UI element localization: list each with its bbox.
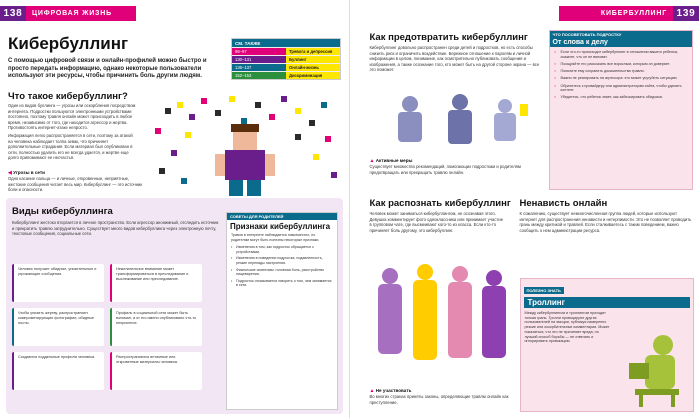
threat-note-title: Угрозы в сети bbox=[13, 170, 45, 175]
trolling-box bbox=[520, 278, 694, 412]
prevent-text: Кибербуллинг довольно распространен среди детей и подростков, но есть способы снизить риск и ограничить воздействие. Бережное отношение к паролям и личной информации в целом, понимание, как осмотрительно публиковать сообщения и изображения, а также осознание того, кто может быть на другой стороне экрана — все это поможет. bbox=[369, 45, 540, 73]
see-also-pages: 152–153 bbox=[232, 72, 286, 79]
advice-list bbox=[550, 47, 692, 106]
advice-title: От слова к делу bbox=[550, 38, 692, 47]
right-header bbox=[559, 6, 699, 21]
recognize-text: Человек может заниматься кибербуллингом, не осознавая этого. Девушка комментирует фото одноклассника или принимает участие в групповом чате, где высмеивают кого-то из класса. Если кто-то причиняет боль другому, это кибербуллинг. bbox=[369, 211, 504, 233]
what-is-paragraph-2: Информация легко распространяется в сети, поэтому за атакой на человека наблюдает толпа зевак, что причиняет дополнительные страдания. Если материал был опубликован в сети, полностью удалить его не всегда удается, и жертве еще долго припоминают ее несчастья. bbox=[8, 133, 133, 161]
triangle-icon: ▲ bbox=[369, 158, 375, 164]
see-also-label: Тревога и депрессия bbox=[286, 48, 340, 55]
prevent-caption bbox=[370, 158, 540, 175]
right-section-title: КИБЕРБУЛЛИНГ bbox=[600, 10, 667, 17]
recognize-title: Как распознать кибербуллинг bbox=[369, 198, 511, 209]
silhouettes-top bbox=[380, 92, 540, 154]
form-cell: Профиль в социальной сети может быть взломан, а от его имени опубликовано что-то неприятное. bbox=[110, 308, 202, 346]
see-also-label: Онлайн-жизнь bbox=[286, 64, 340, 71]
what-is-title: Что такое кибербуллинг? bbox=[8, 91, 128, 102]
parents-tip-item: • Изменения в том, как подросток обращается с устройствами. bbox=[231, 245, 333, 254]
hate-title: Ненависть онлайн bbox=[519, 198, 608, 209]
form-cell: Чтобы унизить жертву, распространяют компрометирующие фотографии, обидные посты. bbox=[12, 308, 104, 346]
see-also-pages: 96–97 bbox=[232, 48, 286, 55]
see-also-title: СМ. ТАКЖЕ bbox=[232, 39, 340, 47]
triangle-icon: ▲ bbox=[369, 388, 375, 394]
advice-item: ▪ Важно не реагировать на агрессора: это может усугубить ситуацию. bbox=[555, 76, 687, 81]
threat-note bbox=[8, 170, 143, 193]
parents-tip-item: • Подросток отказывается говорить о том, чем занимается в сети. bbox=[231, 279, 333, 288]
prevent-caption-title: Активные меры bbox=[375, 158, 413, 163]
advice-label: ЧТО ПОСОВЕТОВАТЬ ПОДРОСТКУ bbox=[550, 31, 692, 38]
person-silhouette-2 bbox=[448, 94, 472, 144]
see-also-pages: 130–131 bbox=[232, 56, 286, 63]
right-page bbox=[350, 0, 699, 418]
parents-tips-title: Признаки кибербуллинга bbox=[230, 222, 331, 231]
see-also-row bbox=[232, 55, 340, 63]
see-also-rows bbox=[232, 47, 340, 79]
trolling-label: ПОЛЕЗНО ЗНАТЬ bbox=[524, 287, 564, 294]
forms-title: Виды кибербуллинга bbox=[12, 206, 113, 217]
advice-item: ▪ Если что-то происходит кибербуллинг в отношении вашего ребенка, скажите, что он не виноват. bbox=[555, 50, 687, 59]
person-silhouette-5 bbox=[413, 264, 437, 360]
prevent-caption-text: Существует множество рекомендаций, помогающих подросткам и родителям предотвращать или прекращать травлю онлайн. bbox=[369, 164, 521, 175]
see-also-label: Дискриминация bbox=[286, 72, 340, 79]
threat-note-text: Одно касание пальца — и личные, откровенные, неприятные, жестокие сообщения читает весь мир. Кибербуллинг — это источник боли и опасности. bbox=[8, 176, 143, 193]
advice-box bbox=[549, 30, 693, 190]
advice-item: ▪ Поощряйте его рассказать все взрослым, которым он доверяет. bbox=[555, 62, 687, 67]
see-also-row bbox=[232, 71, 340, 79]
intro-text: С помощью цифровой связи и онлайн-профилей можно быстро и просто передать информацию, однако некоторые пользователи используют эти ресурсы, чтобы причинить боль другим людям. bbox=[8, 58, 207, 80]
trolling-text: Между кибербуллингом и троллингом проходит тонкая грань. Тролли провоцируют других пользователей на эмоции, публикуя намеренно резкие или оскорбительные комментарии. Может показаться, что это не причиняет вреда, но лучший способ борьбы — не отвечать и игнорировать провокацию. bbox=[524, 311, 610, 344]
pixel-art-svg bbox=[145, 88, 345, 198]
left-header bbox=[0, 6, 136, 21]
advice-item: ▪ Помогите ему сохранить доказательства травли. bbox=[555, 69, 687, 74]
see-also-table bbox=[231, 38, 341, 80]
recognize-caption bbox=[370, 388, 510, 405]
parents-tip-item: • Физические симптомы: головная боль, расстройство пищеварения. bbox=[231, 268, 333, 277]
form-cell: Создаются поддельные профили человека. bbox=[12, 352, 104, 390]
see-also-row bbox=[232, 47, 340, 55]
form-cell: Нежелательное внимание может трансформироваться в преследование и выслеживание или преследование. bbox=[110, 264, 202, 302]
troll-silhouette bbox=[625, 333, 689, 407]
see-also-pages: 136–137 bbox=[232, 64, 286, 71]
hate-text: К сожалению, существует немногочисленная группа людей, которые используют интернет для распространения ненависти и нетерпимости. Это не позволяет проводить грань между критикой и травлей. Если сталкиваетесь с таким поведением, важно сообщить о нем администрации ресурса. bbox=[519, 211, 692, 233]
see-also-row bbox=[232, 63, 340, 71]
silhouettes-bottom bbox=[370, 262, 510, 382]
form-cell: Человек получает обидные, унизительные и угрожающие сообщения. bbox=[12, 264, 104, 302]
parents-tips-list bbox=[227, 245, 337, 288]
left-section-title: ЦИФРОВАЯ ЖИЗНЬ bbox=[32, 10, 112, 17]
person-silhouette-3 bbox=[494, 99, 528, 141]
left-page-number: 138 bbox=[0, 6, 26, 21]
prevent-title: Как предотвратить кибербуллинг bbox=[369, 32, 528, 43]
person-silhouette-6 bbox=[448, 266, 472, 358]
parents-tips-box bbox=[226, 212, 338, 410]
person-silhouette-1 bbox=[398, 96, 422, 142]
person-silhouette-4 bbox=[378, 268, 402, 354]
parents-tips-intro: Травля в интернете наблюдается повсеместно, но родителям могут быть полезны некоторые признаки. bbox=[231, 233, 320, 242]
see-also-label: Буллинг bbox=[286, 56, 340, 63]
advice-item: ▪ Обратитесь к провайдеру или администраторам сайта, чтобы удалить контент. bbox=[555, 84, 687, 93]
recognize-caption-title: Не участвовать bbox=[375, 388, 412, 393]
parents-tip-item: • Изменения в поведении подростка, подавленность, резкие перепады настроения. bbox=[231, 256, 333, 265]
forms-text: Кибербуллинг жестоко вторгается в личное пространство. Если агрессор анонимный, отследить источник и прекратить травлю затруднительно. Существует много видов кибербуллинга через электронную почту, текстовые сообщения, социальные сети. bbox=[12, 220, 219, 237]
what-is-paragraph-1: Один из видов буллинга — угрозы или оскорбления посредством интернета. Подростки пользуются электронными устройствами постоянно, поэтому травля онлайн может происходить в любое время, независимо от того, где находится агрессор и жертва. Противостоять интернет-атаке непросто. bbox=[8, 103, 136, 131]
advice-item: ▪ Убедитесь, что ребенок знает, как заблокировать обидчика. bbox=[555, 95, 687, 100]
person-silhouette-7 bbox=[482, 270, 506, 358]
parents-tips-label: СОВЕТЫ ДЛЯ РОДИТЕЛЕЙ bbox=[227, 213, 337, 220]
pixel-person bbox=[215, 124, 275, 196]
pixel-illustration bbox=[145, 88, 345, 198]
right-page-number: 139 bbox=[673, 6, 699, 21]
trolling-title: Троллинг bbox=[524, 297, 690, 308]
triangle-icon: ◀ bbox=[8, 170, 12, 176]
recognize-caption-text: Во многих странах приняты законы, определяющие травлю онлайн как преступление. bbox=[369, 394, 509, 405]
form-cell: Распространяются интимные или откровенные материалы человека. bbox=[110, 352, 202, 390]
page-title: Кибербуллинг bbox=[8, 34, 129, 53]
